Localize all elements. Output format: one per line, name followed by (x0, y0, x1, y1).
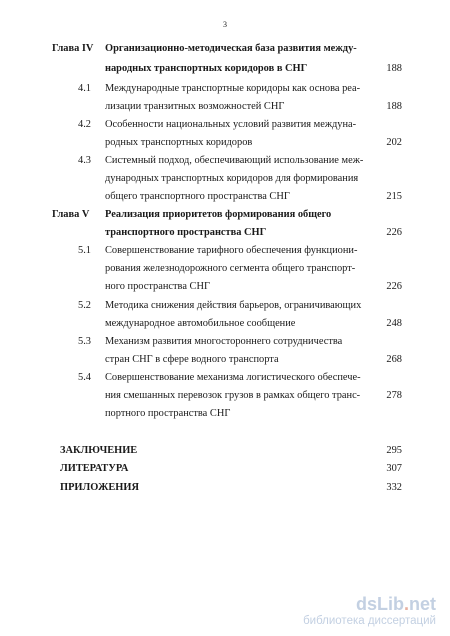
section-5-4-line3: портного пространства СНГ (105, 408, 231, 419)
watermark-logo-dot: . (403, 594, 409, 614)
appendices-page: 332 (386, 482, 402, 493)
watermark-logo-left: dsLib (355, 594, 404, 614)
section-5-2-page: 248 (386, 318, 402, 329)
section-5-3-number: 5.3 (78, 336, 91, 347)
chapter-5-page: 226 (386, 227, 402, 238)
watermark-logo (303, 594, 436, 614)
section-5-3-page: 268 (386, 354, 402, 365)
section-4-3-line3: общего транспортного пространства СНГ (105, 191, 290, 202)
section-4-1-line2: лизации транзитных возможностей СНГ (105, 101, 285, 112)
chapter-5-title-line1: Реализация приоритетов формирования общего (105, 209, 332, 220)
section-4-1-page: 188 (386, 101, 402, 112)
appendices-label: ПРИЛОЖЕНИЯ (60, 482, 139, 493)
section-5-2-number: 5.2 (78, 300, 91, 311)
conclusion-page: 295 (386, 445, 402, 456)
section-5-1-line1: Совершенствование тарифного обеспечения функциони- (105, 245, 358, 256)
section-5-1-number: 5.1 (78, 245, 91, 256)
page-number: 3 (223, 20, 227, 29)
watermark (303, 594, 436, 628)
chapter-4-title-line2: народных транспортных коридоров в СНГ (105, 63, 308, 74)
section-5-4-line1: Совершенствование механизма логистического обеспече- (105, 372, 361, 383)
section-5-3-line1: Механизм развития многостороннего сотрудничества (105, 336, 343, 347)
chapter-4-page: 188 (386, 63, 402, 74)
section-5-1-line3: ного пространства СНГ (105, 281, 210, 292)
section-5-1-line2: рования железнодорожного сегмента общего транспорт- (105, 263, 356, 274)
section-4-2-line1: Особенности национальных условий развития междуна- (105, 119, 357, 130)
chapter-4-title-line1: Организационно-методическая база развития между- (105, 43, 357, 54)
conclusion-label: ЗАКЛЮЧЕНИЕ (60, 445, 138, 456)
chapter-5-label: Глава V (52, 209, 90, 220)
section-4-3-line1: Системный подход, обеспечивающий использование меж- (105, 155, 364, 166)
chapter-4-label: Глава IV (52, 43, 94, 54)
watermark-logo-right: net (409, 594, 436, 614)
section-5-1-page: 226 (386, 281, 402, 292)
literature-label: ЛИТЕРАТУРА (60, 463, 129, 474)
section-5-4-line2: ния смешанных перевозок грузов в рамках общего транс- (105, 390, 361, 401)
section-4-1-line1: Международные транспортные коридоры как основа реа- (105, 83, 361, 94)
section-4-2-page: 202 (386, 137, 402, 148)
section-5-3-line2: стран СНГ в сфере водного транспорта (105, 354, 279, 365)
literature-page: 307 (386, 463, 402, 474)
section-5-2-line1: Методика снижения действия барьеров, ограничивающих (105, 300, 362, 311)
section-4-2-number: 4.2 (78, 119, 91, 130)
section-5-4-page: 278 (386, 390, 402, 401)
section-4-1-number: 4.1 (78, 83, 91, 94)
section-4-3-line2: дународных транспортных коридоров для формирования (105, 173, 359, 184)
chapter-5-title-line2: транспортного пространства СНГ (105, 227, 267, 238)
section-5-2-line2: международное автомобильное сообщение (105, 318, 296, 329)
watermark-subtitle: библиотека диссертаций (303, 615, 436, 627)
section-4-3-page: 215 (386, 191, 402, 202)
section-4-3-number: 4.3 (78, 155, 91, 166)
section-4-2-line2: родных транспортных коридоров (105, 137, 253, 148)
section-5-4-number: 5.4 (78, 372, 91, 383)
